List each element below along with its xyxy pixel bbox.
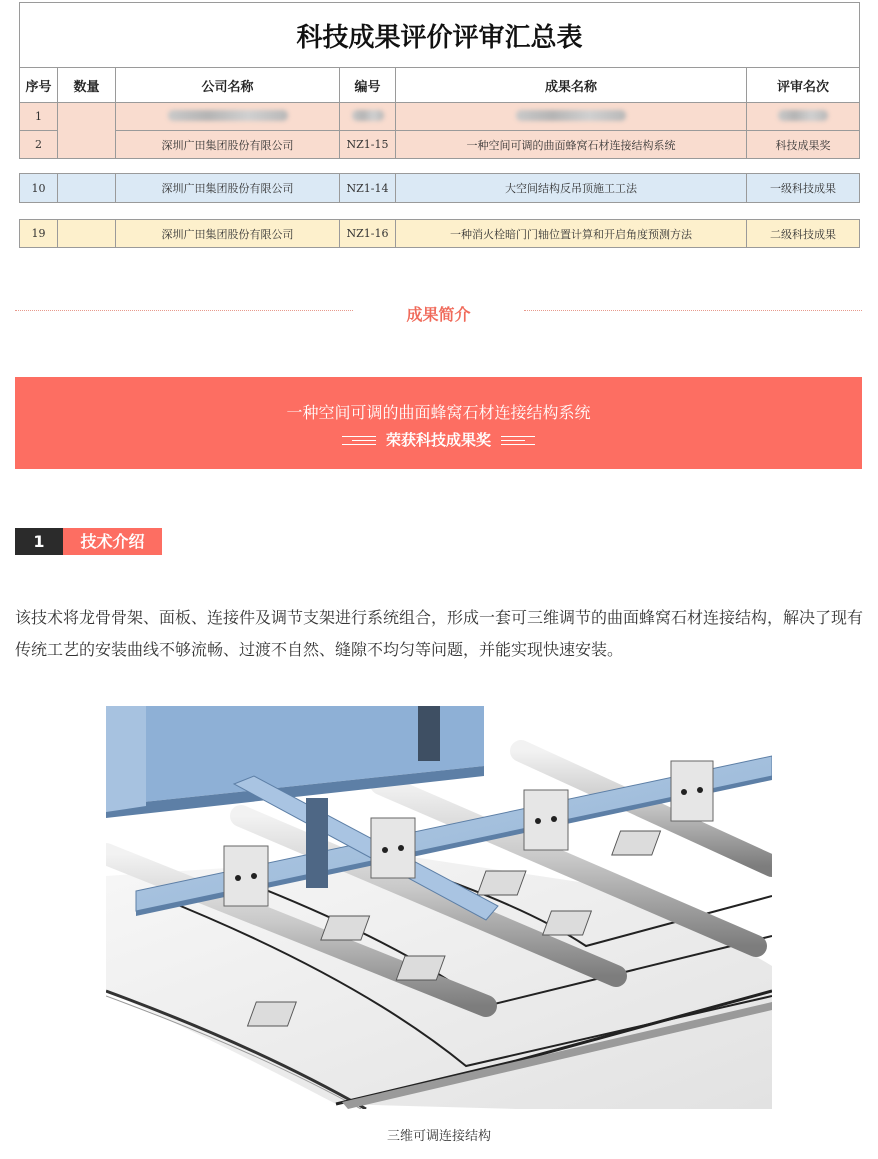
banner-title: 一种空间可调的曲面蜂窝石材连接结构系统 <box>286 403 591 422</box>
cell-name: 一种空间可调的曲面蜂窝石材连接结构系统 <box>396 131 747 159</box>
cell-code: NZ1-15 <box>340 131 396 159</box>
col-header-code: 编号 <box>340 68 396 103</box>
col-header-count: 数量 <box>58 68 116 103</box>
cell-rank: 一级科技成果 <box>747 174 860 203</box>
cell-no: 1 <box>20 103 58 131</box>
cell-company: 深圳广田集团股份有限公司 <box>116 220 340 248</box>
cell-name: 大空间结构反吊顶施工工法 <box>396 174 747 203</box>
col-header-company: 公司名称 <box>116 68 340 103</box>
col-header-rank: 评审名次 <box>747 68 860 103</box>
table-crop-edge <box>0 254 860 264</box>
cell-rank: 二级科技成果 <box>747 220 860 248</box>
col-header-no: 序号 <box>20 68 58 103</box>
cell-code: NZ1-16 <box>340 220 396 248</box>
figure-caption: 三维可调连接结构 <box>386 1129 491 1144</box>
cell-company: 深圳广田集团股份有限公司 <box>116 174 340 203</box>
banner-award-line <box>15 429 862 450</box>
cell-code-redacted <box>340 103 396 131</box>
structure-figure <box>106 706 772 1109</box>
cell-company: 深圳广田集团股份有限公司 <box>116 131 340 159</box>
heading-label: 技术介绍 <box>63 528 162 555</box>
decor-lines-right-icon <box>501 436 535 446</box>
cell-no: 19 <box>20 220 58 248</box>
decor-lines-left-icon <box>342 436 376 446</box>
structure-illustration <box>106 706 772 1109</box>
cell-count <box>58 174 116 203</box>
table-row <box>20 174 860 203</box>
table-row <box>20 103 860 131</box>
cell-rank-redacted <box>747 103 860 131</box>
table-title: 科技成果评价评审汇总表 <box>20 3 860 68</box>
cell-no: 2 <box>20 131 58 159</box>
cell-count <box>58 220 116 248</box>
col-header-name: 成果名称 <box>396 68 747 103</box>
section-title-text: 成果简介 <box>406 305 471 324</box>
cell-rank: 科技成果奖 <box>747 131 860 159</box>
achievement-banner <box>15 377 862 469</box>
table-row <box>20 131 860 159</box>
cell-company-redacted <box>116 103 340 131</box>
heading-number: 1 <box>15 528 63 555</box>
cell-no: 10 <box>20 174 58 203</box>
table-row <box>20 220 860 248</box>
table-header-row <box>20 68 860 103</box>
banner-award: 荣获科技成果奖 <box>385 431 491 449</box>
section-title <box>15 296 862 326</box>
summary-table <box>19 2 859 248</box>
intro-paragraph: 该技术将龙骨骨架、面板、连接件及调节支架进行系统组合，形成一套可三维调节的曲面蜂窝石材连接结构，解决了现有传统工艺的安装曲线不够流畅、过渡不自然、缝隙不均匀等问题，并能实现快速安装。 <box>15 608 864 659</box>
cell-name-redacted <box>396 103 747 131</box>
cell-code: NZ1-14 <box>340 174 396 203</box>
cell-count <box>58 103 116 159</box>
cell-name: 一种消火栓暗门门轴位置计算和开启角度预测方法 <box>396 220 747 248</box>
